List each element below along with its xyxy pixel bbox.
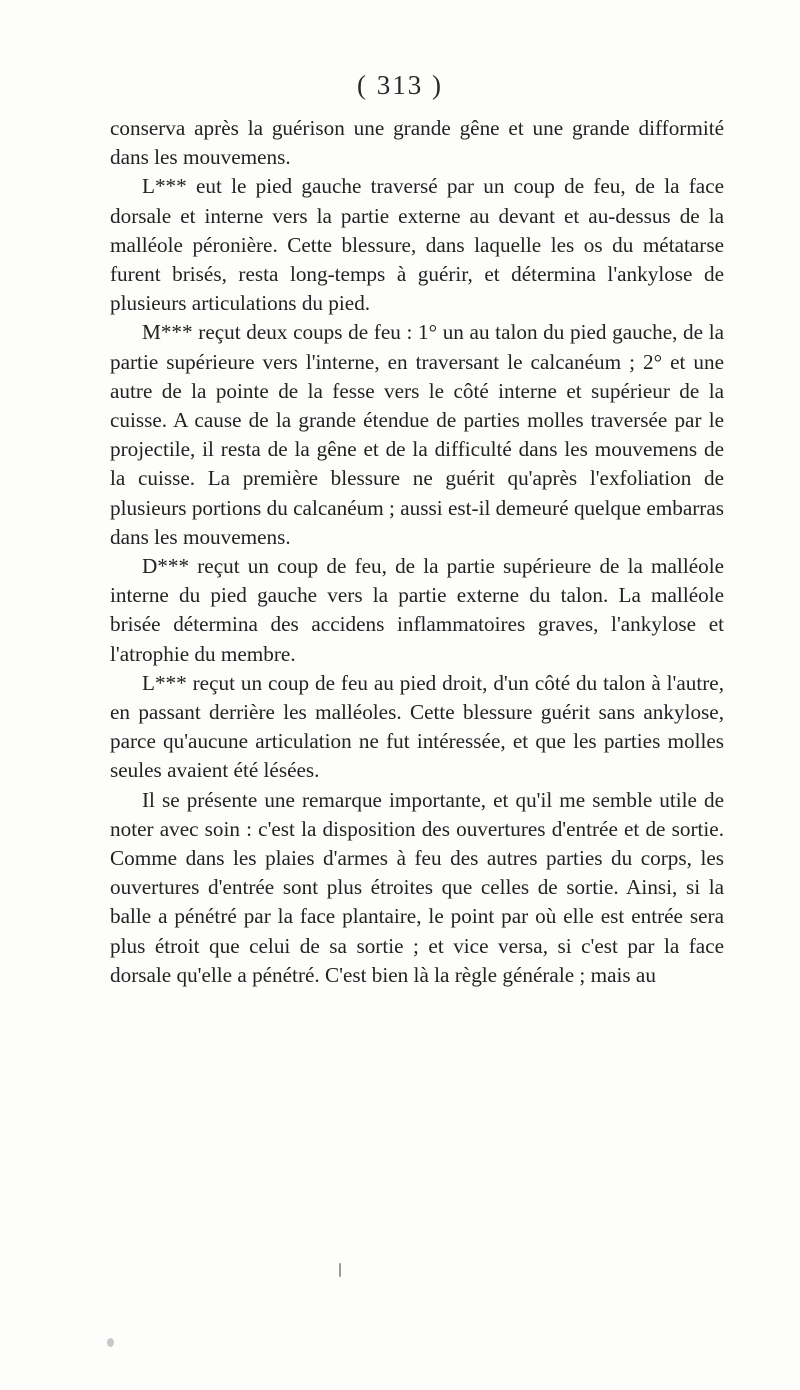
paragraph-continuation: conserva après la guérison une grande gêne et une grande difformité dans les mouvemens. xyxy=(110,116,724,170)
page-number: ( 313 ) xyxy=(357,70,443,100)
body-text xyxy=(110,114,724,990)
paper-speck xyxy=(339,1263,341,1277)
paper-speck xyxy=(107,1338,114,1347)
paragraph-remark: Il se présente une remarque importante, et qu'il me semble utile de noter avec soin : c'est la disposition des ouvertures d'entrée et de sortie. Comme dans les plaies d'armes à feu des autres parties du corps, les ouvertures d'entrée sont plus étroites que celles de sortie. Ainsi, si la balle a pénétré par la face plantaire, le point par où elle est entrée sera plus étroit que celui de sa sortie ; et vice versa, si c'est par la face dorsale qu'elle a pénétré. C'est bien là la règle générale ; mais au xyxy=(110,787,724,987)
paragraph-case-l-1: L*** eut le pied gauche traversé par un coup de feu, de la face dorsale et interne vers la partie externe au devant et au-dessus de la malléole péronière. Cette blessure, dans laquelle les os du métatarse furent brisés, resta long-temps à guérir, et détermina l'ankylose de plusieurs articulations du pied. xyxy=(110,174,724,316)
paragraph-case-l-2: L*** reçut un coup de feu au pied droit, d'un côté du talon à l'autre, en passant derrière les malléoles. Cette blessure guérit sans ankylose, parce qu'aucune articulation ne fut intéressée, et que les parties molles seules avaient été lésées. xyxy=(110,670,724,783)
paragraph-case-m: M*** reçut deux coups de feu : 1° un au talon du pied gauche, de la partie supérieure vers l'interne, en traversant le calcanéum ; 2° et une autre de la pointe de la fesse vers le côté interne et supérieur de la cuisse. A cause de la grande étendue de parties molles traversée par le projectile, il resta de la gêne et de la difficulté dans les mouvemens de la cuisse. La première blessure ne guérit qu'après l'exfoliation de plusieurs portions du calcanéum ; aussi est-il demeuré quelque embarras dans les mouvemens. xyxy=(110,320,724,549)
paragraph-case-d: D*** reçut un coup de feu, de la partie supérieure de la malléole interne du pied gauche vers la partie externe du talon. La malléole brisée détermina des accidens inflammatoires graves, l'ankylose et l'atrophie du membre. xyxy=(110,554,724,666)
